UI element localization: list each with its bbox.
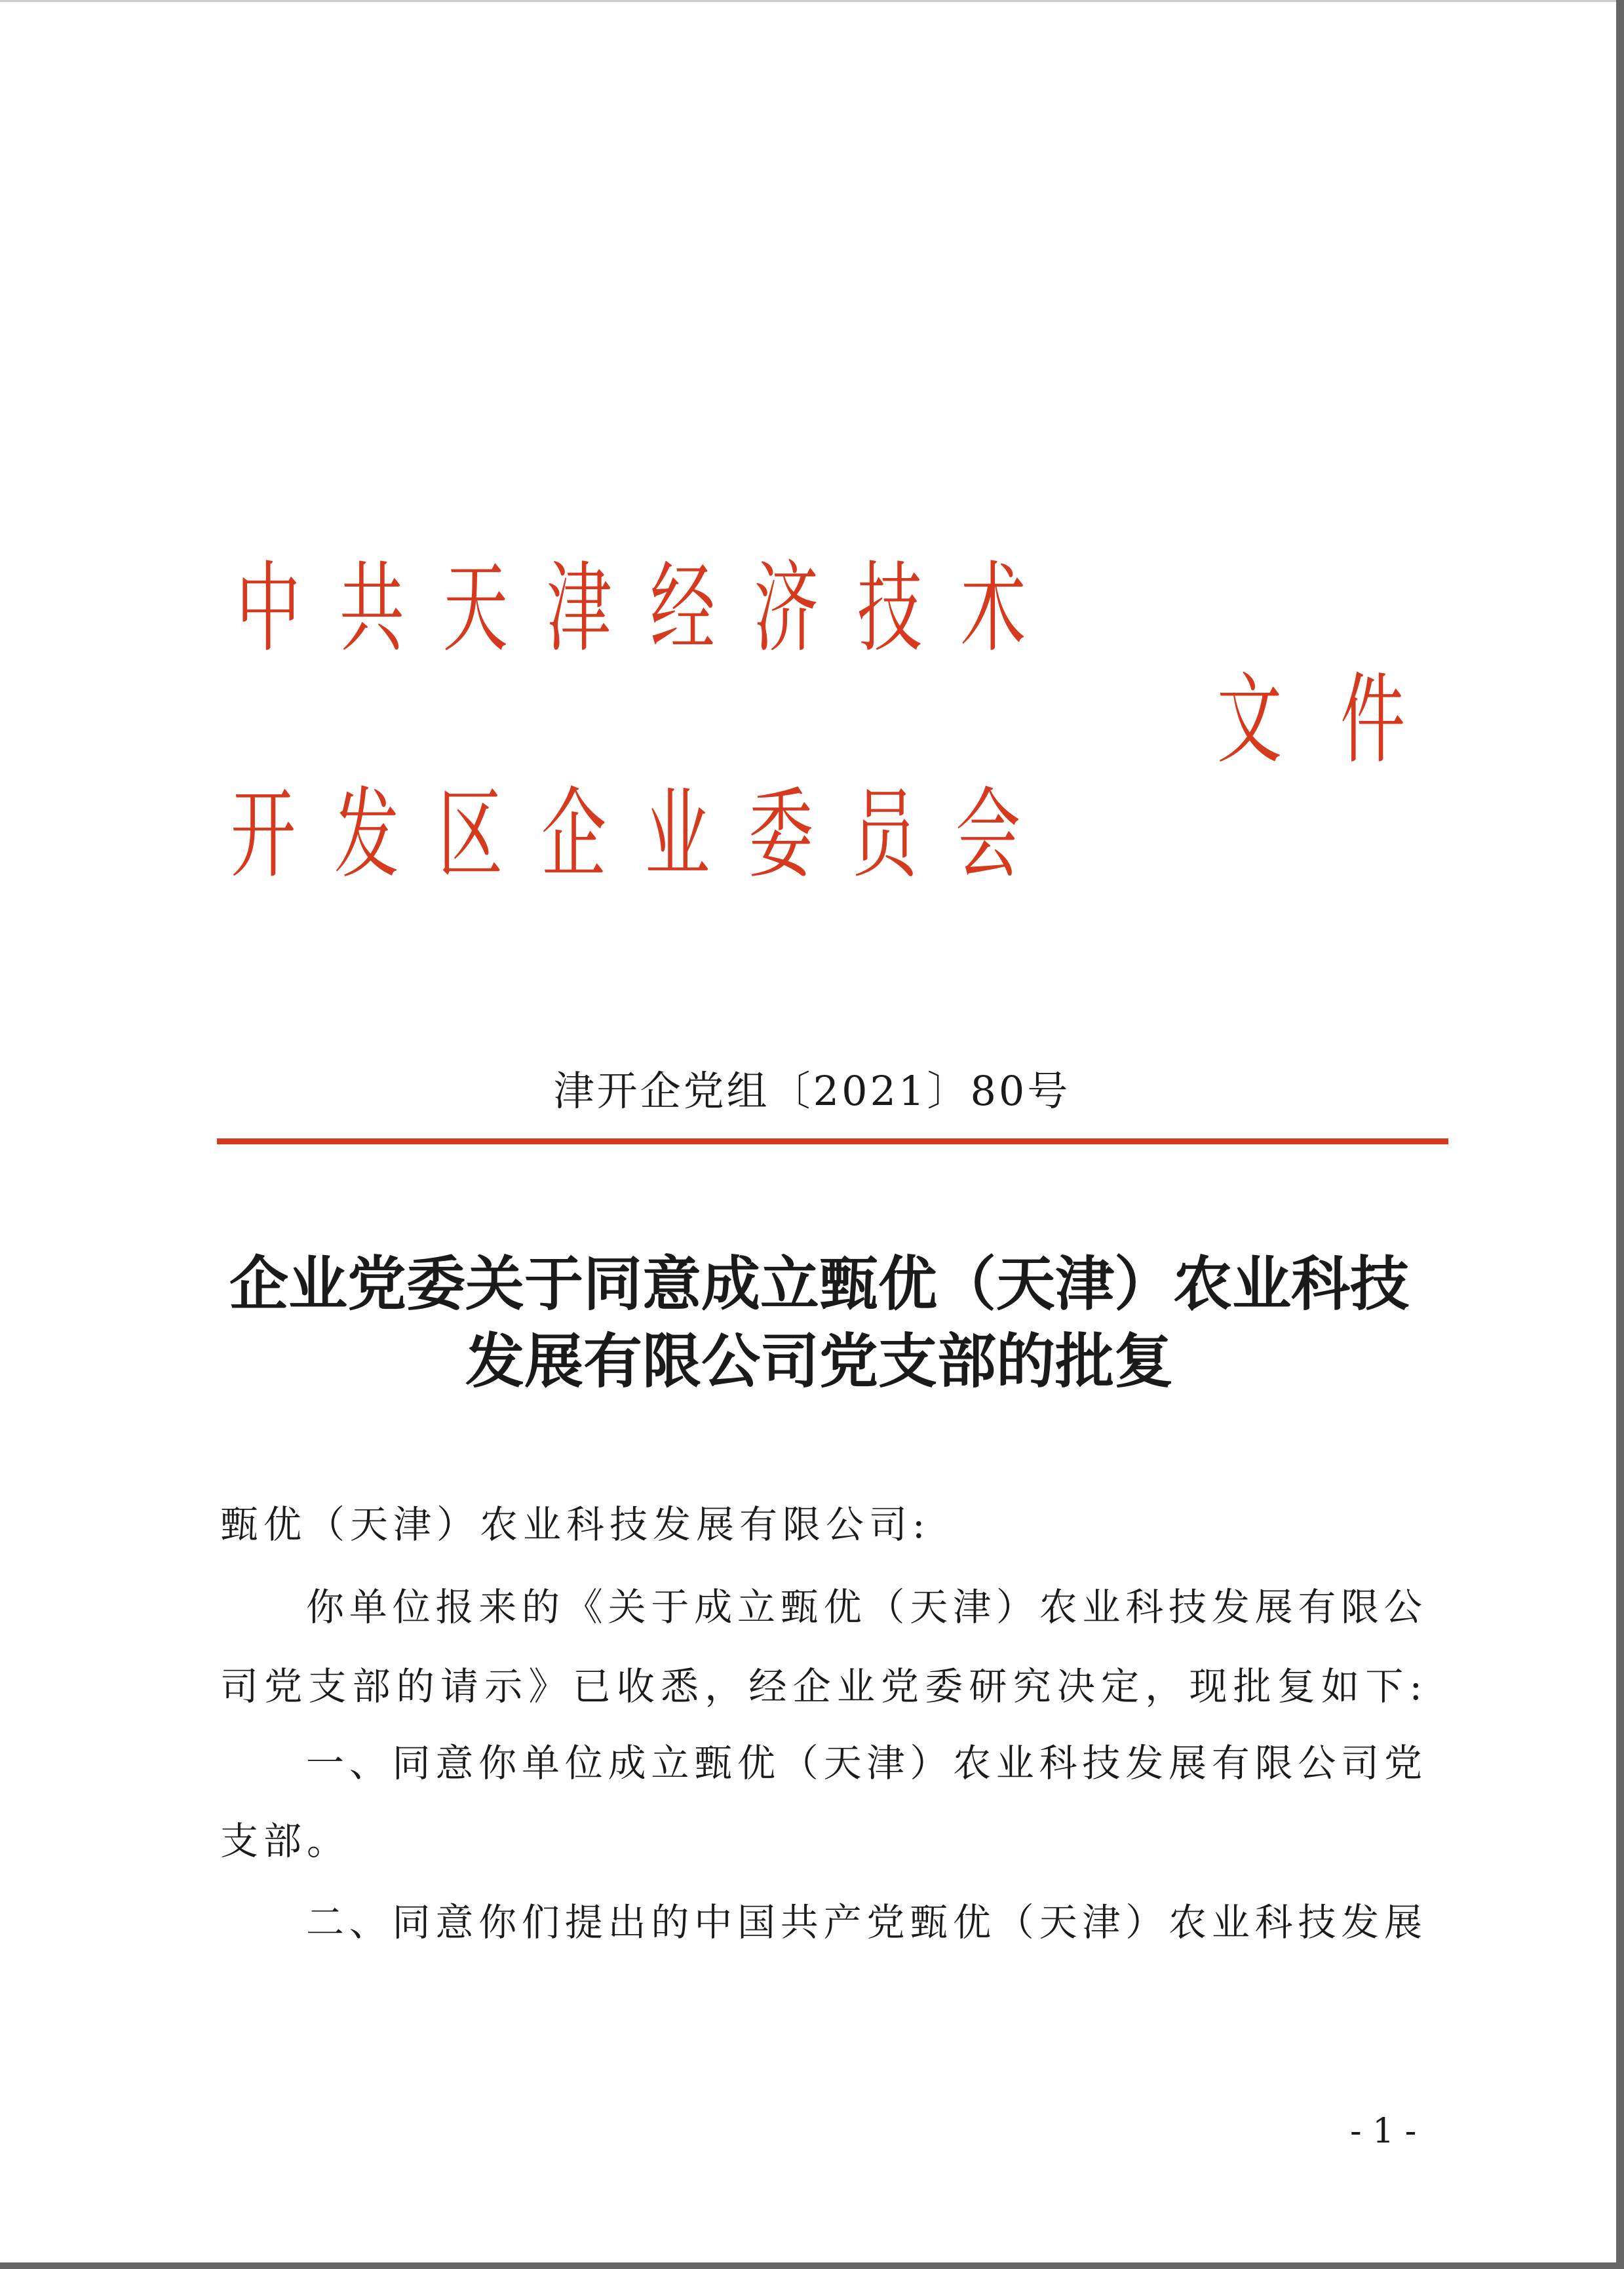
body-line: 二、同意你们提出的中国共产党甄优（天津）农业科技发展 <box>306 1900 1422 1945</box>
issuer-char: 术 <box>961 552 1026 666</box>
issuer-char: 文 <box>1217 663 1283 777</box>
issuer-suffix <box>1217 663 1444 777</box>
scan-edge-right <box>1616 0 1624 2269</box>
document-number: 津开企党组〔2021〕80号 <box>553 1067 1071 1115</box>
issuer-char: 业 <box>645 778 710 892</box>
body-line: 支部。 <box>220 1819 351 1863</box>
issuer-char: 企 <box>541 778 607 892</box>
scan-edge-bottom <box>0 2262 1624 2269</box>
page-number: - 1 - <box>1350 2112 1417 2151</box>
issuer-char: 委 <box>748 778 814 892</box>
issuer-char: 发 <box>334 778 400 892</box>
issuer-line-2 <box>231 778 1059 892</box>
issuer-char: 天 <box>443 552 509 666</box>
red-separator-line <box>217 1138 1448 1144</box>
body-line: 你单位报来的《关于成立甄优（天津）农业科技发展有限公 <box>306 1585 1422 1629</box>
issuer-line-1 <box>236 552 1064 666</box>
issuer-char: 会 <box>956 778 1021 892</box>
issuer-char: 济 <box>754 552 819 666</box>
body-line: 司党支部的请示》已收悉，经企业党委研究决定，现批复如下: <box>220 1664 1422 1709</box>
addressee: 甄优（天津）农业科技发展有限公司: <box>220 1502 931 1547</box>
issuer-char: 开 <box>231 778 296 892</box>
issuer-char: 技 <box>857 552 923 666</box>
body-line: 一、同意你单位成立甄优（天津）农业科技发展有限公司党 <box>306 1741 1422 1785</box>
issuer-char: 员 <box>852 778 918 892</box>
issuer-char: 中 <box>236 552 301 666</box>
issuer-char: 共 <box>339 552 405 666</box>
issuer-char: 津 <box>547 552 612 666</box>
document-title-line-1: 企业党委关于同意成立甄优（天津）农业科技 <box>229 1249 1409 1319</box>
scan-edge-top <box>0 0 1624 2</box>
issuer-char: 经 <box>650 552 716 666</box>
issuer-char: 件 <box>1340 663 1406 777</box>
issuer-char: 区 <box>438 778 503 892</box>
document-title-line-2: 发展有限公司党支部的批复 <box>465 1327 1173 1396</box>
